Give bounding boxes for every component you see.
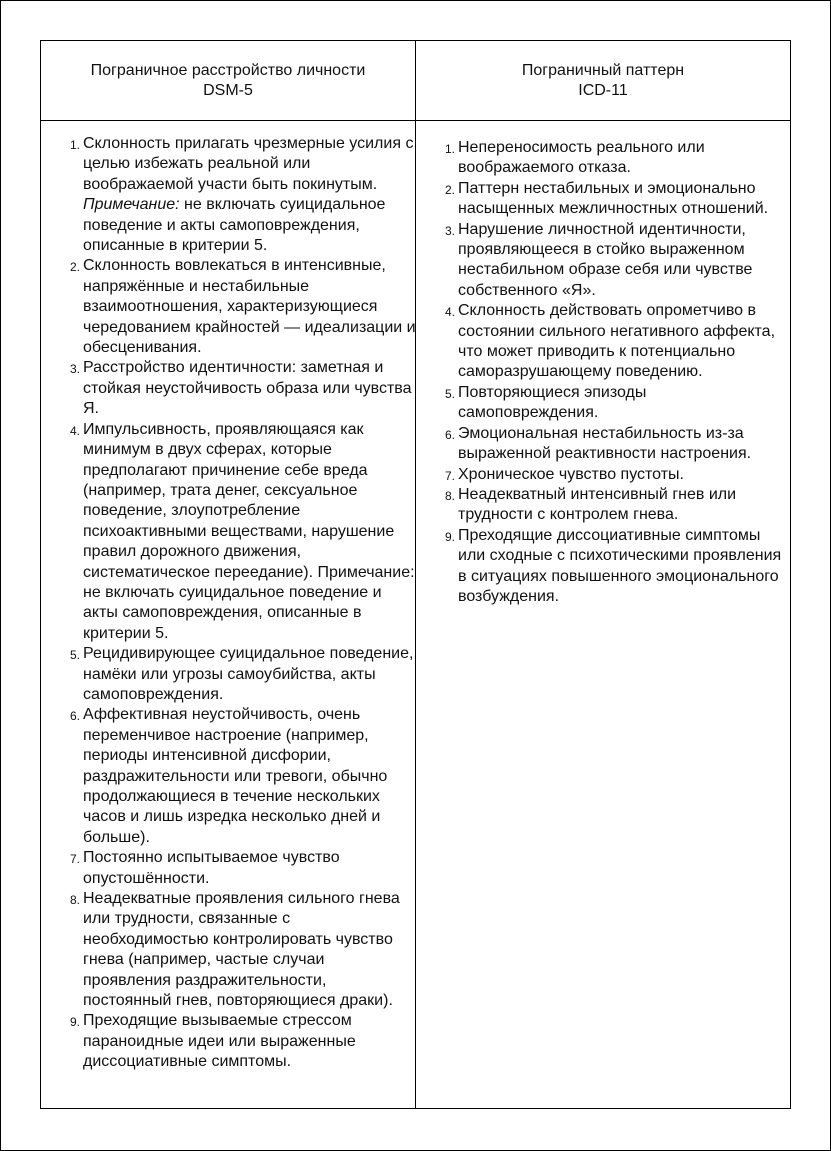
list-item-number: 9. [445, 529, 456, 544]
list-item-text: Склонность прилагать чрезмерные усилия с целью избежать реальной или воображаемой участи быть покинутым. [83, 135, 414, 193]
list-item [445, 424, 790, 465]
list-item-text: Нарушение личностной идентичности, проявляющееся в стойко выраженном нестабильном образе себя или чувстве собственного «Я». [458, 220, 753, 299]
list-item-text: Рецидивирующее суицидальное поведение, намёки или угрозы самоубийства, акты самоповреждения. [83, 645, 414, 703]
icd11-title: Пограничный паттерн [521, 61, 685, 79]
list-item-text: Расстройство идентичности: заметная и стойкая неустойчивость образа или чувства Я. [83, 359, 412, 418]
list-item [70, 889, 416, 1011]
table-body-row [41, 121, 791, 1109]
list-item-number: 3. [70, 362, 81, 377]
list-item [70, 256, 416, 358]
list-item-number: 8. [70, 893, 81, 908]
list-item-number: 5. [445, 386, 456, 401]
list-item [70, 848, 416, 889]
list-item [70, 1011, 416, 1072]
list-item-number: 1. [445, 142, 456, 156]
list-item [70, 705, 416, 848]
list-item [445, 383, 790, 424]
list-item-text: Хроническое чувство пустоты. [458, 465, 684, 483]
list-item-number: 3. [445, 223, 456, 238]
list-item-text: Склонность вовлекаться в интенсивные, напряжённые и нестабильные взаимоотношения, характеризующиеся чередованием крайностей — идеализации и обесценивания. [83, 257, 416, 357]
list-item-text: Непереносимость реального или воображаемого отказа. [458, 139, 705, 177]
list-item-number: 7. [445, 468, 456, 483]
table-header-row [41, 41, 791, 121]
list-item-text-continued: не включать суицидальное поведение и акты самоповреждения, описанные в критерии 5. [83, 196, 386, 255]
list-item-text: Импульсивность, проявляющаяся как минимум в двух сферах, которые предполагают причинение себе вреда (например, трата денег, сексуальное поведение, злоупотребление психоактивными веществами, нарушение правил дорожного движения, систематическое переедание). Примечание: не включать суицидальное поведение и акты самоповреждения, описанные в критерии 5. [83, 420, 415, 642]
list-item-text: Эмоциональная нестабильность из-за выраженной реактивности настроения. [458, 424, 752, 463]
list-item-text: Неадекватные проявления сильного гнева или трудности, связанные с необходимостью контролировать чувство гнева (например, частые случаи проявления раздражительности, постоянный гнев, повторяющиеся драки). [83, 890, 400, 1010]
list-item-text: Постоянно испытываемое чувство опустошённости. [83, 849, 340, 887]
list-item [445, 138, 790, 179]
list-item [445, 465, 790, 485]
list-item [445, 179, 790, 220]
list-item [70, 134, 416, 256]
list-item-number: 7. [70, 852, 81, 867]
list-item-number: 2. [70, 260, 81, 275]
list-item-text: Повторяющиеся эпизоды самоповреждения. [458, 383, 647, 422]
list-item-note-label: Примечание: [83, 196, 180, 214]
list-item-number: 6. [445, 427, 456, 442]
icd11-criteria-cell [416, 121, 791, 1109]
list-item-number: 9. [70, 1015, 81, 1030]
list-item-number: 4. [70, 423, 81, 438]
list-item [445, 526, 790, 608]
dsm5-subtitle: DSM-5 [203, 81, 253, 99]
list-item [445, 301, 790, 383]
list-item [70, 358, 416, 419]
list-item-number: 2. [445, 182, 456, 197]
dsm5-criteria-list [70, 134, 416, 1073]
list-item-text: Склонность действовать опрометчиво в состоянии сильного негативного аффекта, что может приводить к потенциально саморазрушающему поведению. [458, 302, 776, 381]
list-item-text: Неадекватный интенсивный гнев или трудности с контролем гнева. [458, 485, 737, 524]
dsm5-title: Пограничное расстройство личности [90, 61, 366, 79]
dsm5-criteria-cell [41, 121, 416, 1109]
list-item-text: Преходящие вызываемые стрессом параноидные идеи или выраженные диссоциативные симптомы. [83, 1012, 356, 1071]
icd11-subtitle: ICD-11 [578, 81, 628, 99]
icd11-criteria-list [445, 138, 790, 607]
list-item-number: 4. [445, 305, 456, 320]
list-item-number: 1. [70, 138, 81, 152]
list-item-text: Преходящие диссоциативные симптомы или сходные с психотическими проявления в ситуациях повышенного эмоционального возбуждения. [458, 526, 782, 605]
list-item [445, 485, 790, 526]
list-item-text: Аффективная неустойчивость, очень переменчивое настроение (например, периоды интенсивной дисфории, раздражительности или тревоги, обычно продолжающиеся в течение нескольких часов и лишь изредка несколько дней и больше). [83, 706, 388, 846]
list-item-text: Паттерн нестабильных и эмоционально насыщенных межличностных отношений. [458, 179, 769, 218]
list-item [445, 220, 790, 302]
comparison-table [40, 40, 791, 1109]
list-item-number: 8. [445, 488, 456, 503]
list-item [70, 420, 416, 644]
list-item-number: 5. [70, 648, 81, 663]
icd11-header-cell [416, 41, 791, 121]
dsm5-header-cell [41, 41, 416, 121]
list-item-number: 6. [70, 709, 81, 724]
list-item [70, 644, 416, 705]
